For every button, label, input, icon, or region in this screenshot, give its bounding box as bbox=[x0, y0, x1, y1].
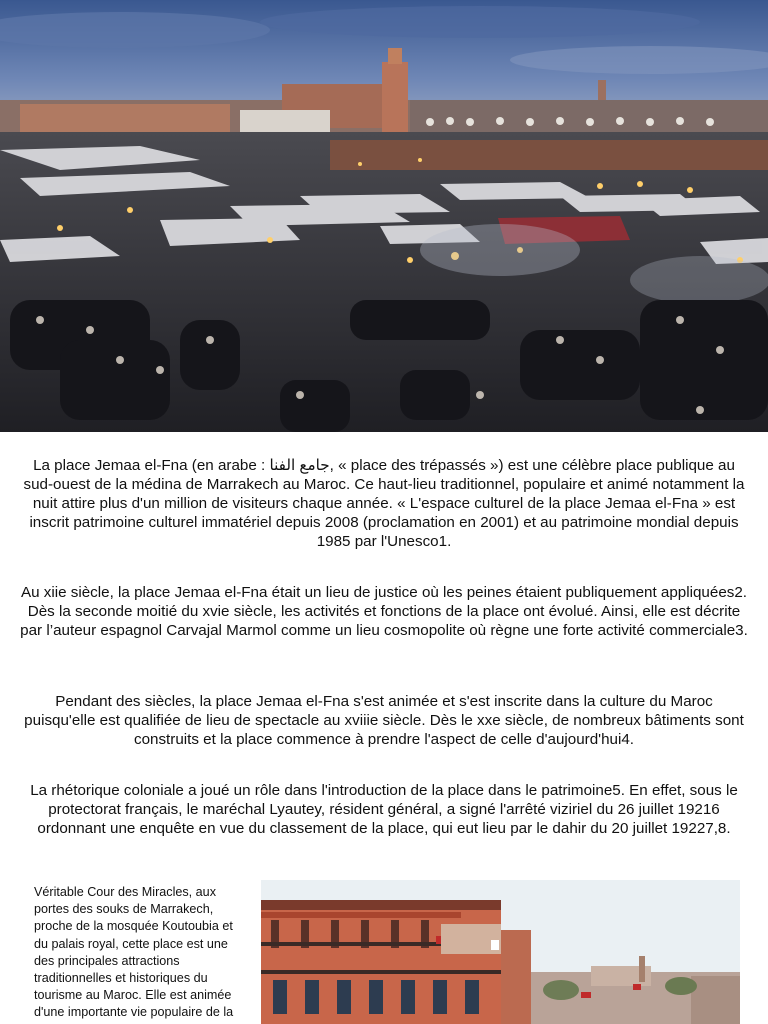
paragraph-4: La rhétorique coloniale a joué un rôle dans l'introduction de la place dans le patrimoine5. En effet, sous le protectorat français, le maréchal Lyautey, résident général, a signé l'arrêté viziriel du 26 juillet 19216 ordonnant une enquête en vue du classement de la place, qui eut lieu par le dahir du 20 juillet 19227,8. bbox=[30, 782, 738, 837]
paragraph-2: Au xiie siècle, la place Jemaa el-Fna était un lieu de justice où les peines étaient publiquement appliquées2. Dès la seconde moitié du xvie siècle, les activités et fonctions de la place ont évolué. Ainsi, elle est décrite par l’auteur espagnol Carvajal Marmol comme un lieu cosmopolite où règne une forte activité commerciale3. bbox=[20, 584, 748, 639]
hero-photo bbox=[0, 0, 768, 432]
side-caption-text: Véritable Cour des Miracles, aux portes des souks de Marrakech, proche de la mosquée Koutoubia et du palais royal, cette place est une des principales attractions traditionnelles et historiques du tourisme au Maroc. Elle est animée d'une importante vie populaire de la bbox=[34, 885, 234, 1020]
cafe-terrace-illustration bbox=[261, 880, 740, 1024]
minaret bbox=[382, 62, 408, 132]
hero-photo-illustration bbox=[0, 0, 768, 432]
cafe-terrace-photo bbox=[261, 880, 740, 1024]
paragraph-1: La place Jemaa el-Fna (en arabe : جامع الفنا, « place des trépassés ») est une célèbre place publique au sud-ouest de la médina de Marrakech au Maroc. Ce haut-lieu traditionnel, populaire et animé notamment la nuit attire plus d'un million de visiteurs chaque année. « L'espace culturel de la place Jemaa el-Fna » est inscrit patrimoine culturel immatériel depuis 2008 (proclamation en 2001) et au patrimoine mondial depuis 1985 par l'Unesco1. bbox=[23, 457, 745, 550]
paragraph-3: Pendant des siècles, la place Jemaa el-Fna s'est animée et s'est inscrite dans la culture du Maroc puisqu'elle est qualifiée de lieu de spectacle au xviiie siècle. Dès le xxe siècle, de nombreux bâtiments sont construits et la place commence à prendre l'aspect de celle d'aujourd'hui4. bbox=[24, 693, 744, 748]
